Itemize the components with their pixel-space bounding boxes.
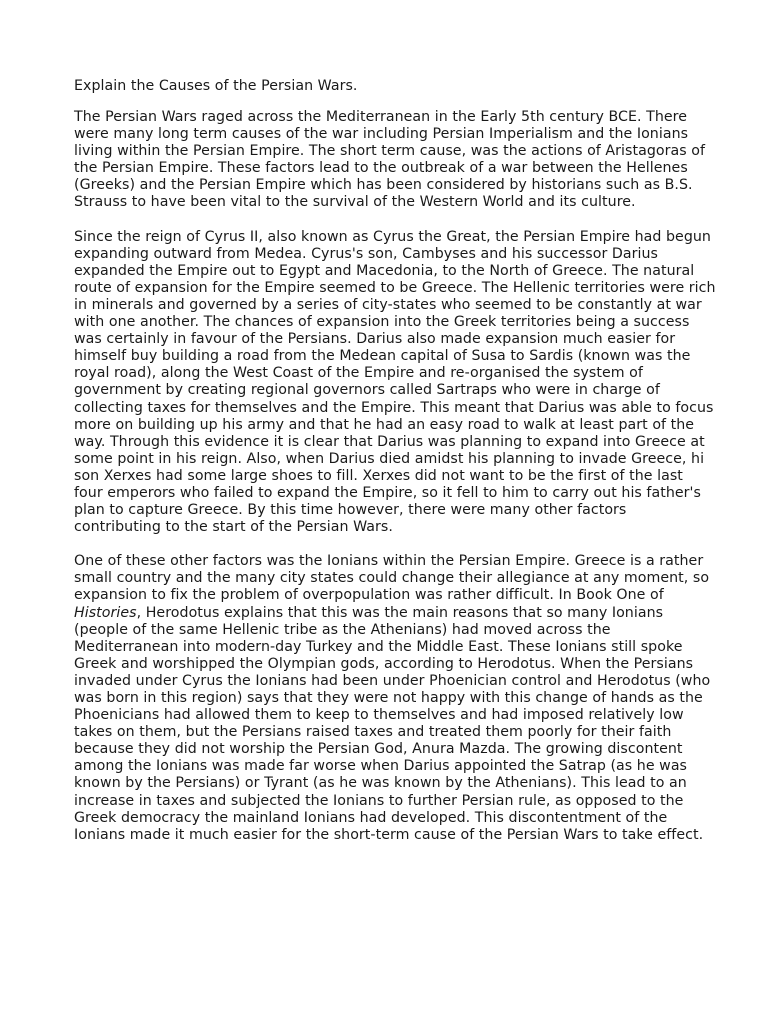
paragraph-intro: The Persian Wars raged across the Mediterranean in the Early 5th century BCE. There were many long term causes of the war including Persian Imperialism and the Ionians living within the Persian Empire. The short term cause, was the actions of Aristagoras of the Persian Empire. These factors lead to the outbreak of a war between the Hellenes (Greeks) and the Persian Empire which has been considered by historians such as B.S. Strauss to have been vital to the survival of the Western World and its culture. — [74, 109, 706, 211]
histories-title: Histories — [74, 604, 137, 621]
paragraph-ionians-text-1: One of these other factors was the Ionians within the Persian Empire. Greece is a rather small country and the many city states could change their allegiance at any moment, so expansion to fix the problem of overpopulation was rather difficult. In Book One of — [74, 553, 710, 604]
paragraph-persian-imperialism: Since the reign of Cyrus II, also known as Cyrus the Great, the Persian Empire had begun expanding outward from Medea. Cyrus's son, Cambyses and his successor Darius expanded the Empire out to Egypt and Macedonia, to the North of Greece. The natural route of expansion for the Empire seemed to be Greece. The Hellenic territories were rich in minerals and governed by a series of city-states who seemed to be constantly at war with one another. The chances of expansion into the Greek territories being a success was certainly in favour of the Persians. Darius also made expansion much easier for himself buy building a road from the Medean capital of Susa to Sardis (known was the royal road), along the West Coast of the Empire and re-organised the system of government by creating regional governors called Sartraps who were in charge of collecting taxes for themselves and the Empire. This meant that Darius was able to focus more on building up his army and that he had an easy road to walk at least part of the way. Through this evidence it is clear that Darius was planning to expand into Greece at some point in his reign. Also, when Darius died amidst his planning to invade Greece, hi son Xerxes had some large shoes to fill. Xerxes did not want to be the first of the last four emperors who failed to expand the Empire, so it fell to him to carry out his father's plan to capture Greece. By this time however, there were many other factors contributing to the start of the Persian Wars. — [74, 228, 716, 536]
paragraph-ionians-text-2: , Herodotus explains that this was the main reasons that so many Ionians (people of the same Hellenic tribe as the Athenians) had moved across the Mediterranean into modern-day Turkey and the Middle East. These Ionians still spoke Greek and worshipped the Olympian gods, according to Herodotus. When the Persians invaded under Cyrus the Ionians had been under Phoenician control and Herodotus (who was born in this region) says that they were not happy with this change of hands as the Phoenicians had allowed them to keep to themselves and had imposed relatively low takes on them, but the Persians raised taxes and treated them poorly for their faith because they did not worship the Persian God, Anura Mazda. The growing discontent among the Ionians was made far worse when Darius appointed the Satrap (as he was known by the Persians) or Tyrant (as he was known by the Athenians). This lead to an increase in taxes and subjected the Ionians to further Persian rule, as opposed to the Greek democracy the mainland Ionians had developed. This discontentment of the Ionians made it much easier for the short-term cause of the Persian Wars to take effect. — [74, 604, 711, 843]
document-title: Explain the Causes of the Persian Wars. — [74, 78, 358, 94]
paragraph-ionians — [74, 553, 716, 844]
